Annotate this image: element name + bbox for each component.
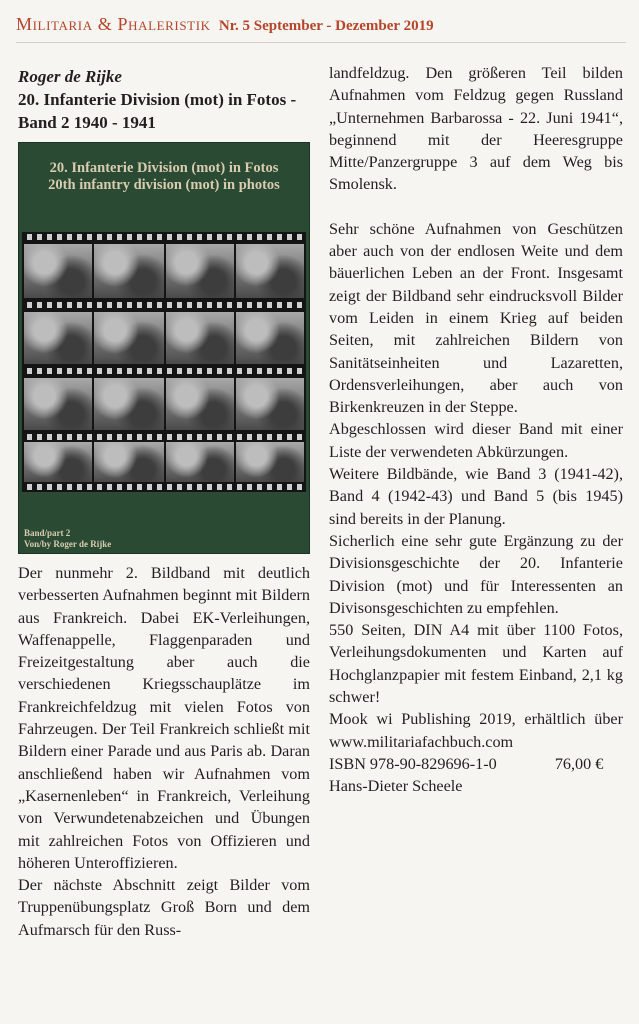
- isbn: ISBN 978-90-829696-1-0: [329, 754, 497, 773]
- left-paragraph-1: Der nunmehr 2. Bildband mit deutlich verbesserten Aufnahmen beginnt mit Bildern aus Frankreich. Dabei EK-Verleihungen, Waffenappelle, Flaggenparaden und Freizeitgestaltung aber auch die verschiedenen Kriegsschauplätze im Frankreichfeldzug mit vielen Fotos von Fahrzeugen. Der Teil Frankreich schließt mit Bildern einer Parade und aus Paris ab. Daran anschließend haben wir Aufnahmen vom „Kasernenleben“ in Frankreich, Verleihung von Verwundetenabzeichen und Übungen mit zahlreichen Fotos von Offizieren und höheren Unteroffizieren.: [18, 564, 310, 872]
- film-perforation: [22, 302, 306, 308]
- right-paragraph-1: landfeldzug. Den größeren Teil bilden Aufnahmen vom Feldzug gegen Russland „Unternehmen Barbarossa - 22. Juni 1941“, beginnend mit der Heeresgruppe Mitte/Panzergruppe 3 auf dem Weg bis Smolensk.: [329, 64, 623, 194]
- cover-title: [26, 160, 302, 194]
- issue-label: Nr. 5 September - Dezember 2019: [218, 18, 434, 34]
- right-paragraph-6: 550 Seiten, DIN A4 mit über 1100 Fotos, Verleihungsdokumenten und Karten auf Hochglanzpapier mit festem Einband, 2,1 kg schwer!: [329, 621, 623, 707]
- right-column: [329, 62, 623, 798]
- cover-footer: [24, 528, 111, 550]
- film-perforation: [22, 434, 306, 440]
- right-paragraph-4: Weitere Bildbände, wie Band 3 (1941-42), Band 4 (1942-43) und Band 5 (bis 1945) sind bereits in der Planung.: [329, 465, 623, 528]
- right-paragraph-7: Mook wi Publishing 2019, erhältlich über www.militariafachbuch.com: [329, 710, 623, 751]
- cover-film-strip: [22, 232, 306, 492]
- header-divider: [16, 42, 626, 43]
- page-header: [16, 14, 626, 36]
- left-paragraph-2: Der nächste Abschnitt zeigt Bilder vom Truppenübungsplatz Groß Born und dem Aufmarsch für den Russ-: [18, 876, 310, 939]
- cover-title-de: 20. Infanterie Division (mot) in Fotos: [49, 160, 279, 176]
- film-perforation: [22, 368, 306, 374]
- review-author: Roger de Rijke: [18, 67, 122, 86]
- cover-part-label: Band/part 2: [24, 528, 71, 538]
- left-column: [18, 66, 310, 941]
- film-perforation: [22, 234, 306, 240]
- review-title: 20. Infanterie Division (mot) in Fotos - Band 2 1940 - 1941: [18, 90, 297, 132]
- price: 76,00 €: [554, 754, 604, 773]
- book-cover-image: [18, 142, 310, 554]
- magazine-name: Militaria & Phaleristik: [16, 14, 211, 34]
- cover-title-en: 20th infantry division (mot) in photos: [48, 177, 280, 193]
- right-paragraph-3: Abgeschlossen wird dieser Band mit einer Liste der verwendeten Abkürzungen.: [329, 420, 623, 461]
- cover-author-label: Von/by Roger de Rijke: [24, 539, 112, 549]
- right-paragraph-2: Sehr schöne Aufnahmen von Geschützen aber auch von der endlosen Weite und dem bäuerlichen Leben an der Front. Insgesamt zeigt der Bildband sehr eindrucksvoll Bilder vom Leiden in einem Krieg auf beiden Seiten, mit zahlreichen Bildern von Sanitätseinheiten und Lazaretten, Ordensverleihungen, aber auch von Birkenkreuzen in der Steppe.: [329, 219, 623, 417]
- reviewer-name: Hans-Dieter Scheele: [329, 777, 463, 796]
- film-perforation: [22, 484, 306, 490]
- right-paragraph-5: Sicherlich eine sehr gute Ergänzung zu der Divisionsgeschichte der 20. Infanterie Division (mot) und für Interessenten an Divisonsgeschichten zu empfehlen.: [329, 531, 623, 617]
- isbn-price-line: [329, 753, 623, 775]
